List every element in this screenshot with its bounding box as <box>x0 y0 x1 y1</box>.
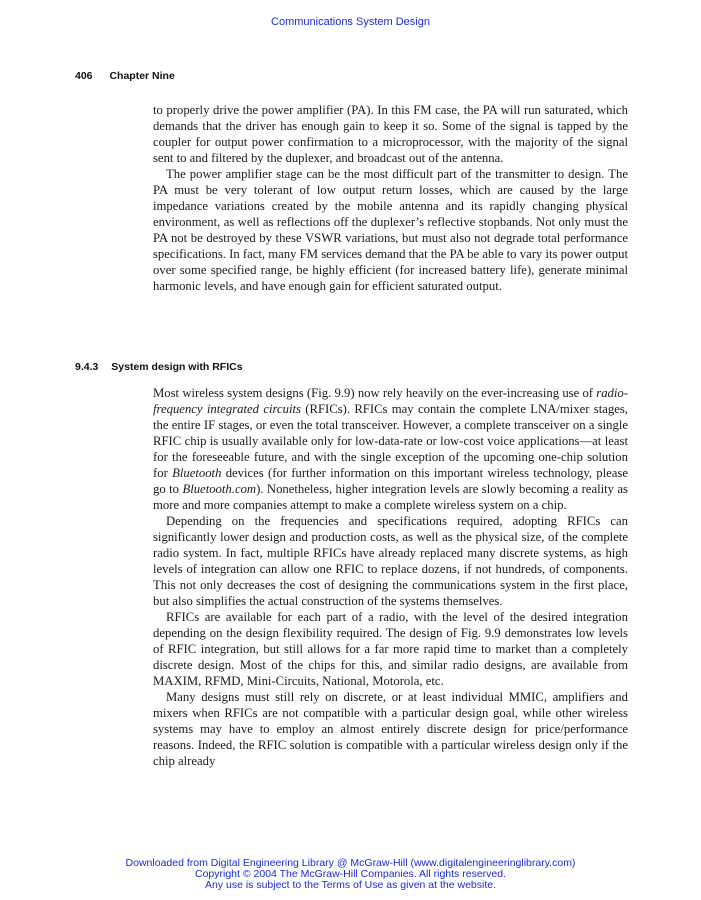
chapter-title: Chapter Nine <box>109 70 175 82</box>
paragraph: to properly drive the power amplifier (PA). In this FM case, the PA will run saturated, which demands that the driver has enough gain to keep it so. Some of the signal is tapped by the coupler for output power confirmation to a microprocessor, with the majority of the signal sent to and filtered by the duplexer, and broadcast out of the antenna. <box>153 103 628 165</box>
running-head <box>75 70 175 82</box>
section-heading <box>75 361 243 373</box>
footer-terms-link[interactable]: Any use is subject to the Terms of Use as given at the website. <box>204 879 497 891</box>
italic-link: Bluetooth.com <box>182 482 257 496</box>
paragraph: Depending on the frequencies and specifications required, adopting RFICs can significantly lower design and production costs, as well as the physical size, of the complete radio system. In fact, multiple RFICs have already replaced many discrete systems, as high levels of integration can allow one RFIC to replace dozens, if not hundreds, of components. This not only decreases the cost of designing the communications system in the first place, but also simplifies the actual construction of the systems themselves. <box>153 514 628 608</box>
text-run: Most wireless system designs (Fig. 9.9) now rely heavily on the ever-increasing use of <box>153 386 597 400</box>
body-text-block-bottom <box>153 385 628 769</box>
footer-copyright[interactable]: Copyright © 2004 The McGraw-Hill Companies. All rights reserved. <box>195 868 506 880</box>
italic-term: Bluetooth <box>172 466 222 480</box>
text-run: ). Nonetheless, higher integration levels are slowly becoming a reality as more and more companies attempt to make a complete wireless system on a chip. <box>153 482 628 512</box>
section-title: System design with RFICs <box>111 361 243 373</box>
body-text-block-top <box>153 102 628 294</box>
footer <box>0 858 701 891</box>
text-run: devices (for further information on this important wireless technology, please go to <box>153 466 628 496</box>
page-number: 406 <box>75 70 93 82</box>
paragraph: RFICs are available for each part of a radio, with the level of the desired integration depending on the design flexibility required. The design of Fig. 9.9 demonstrates low levels of RFIC integration, but still allows for a far more rapid time to market than a completely discrete design. Most of the chips for this, and similar radio designs, are available from MAXIM, RFMD, Mini-Circuits, National, Motorola, etc. <box>153 610 628 688</box>
paragraph: The power amplifier stage can be the most difficult part of the transmitter to design. The PA must be very tolerant of low output return losses, which are caused by the large impedance variations created by the mobile antenna and its rapidly changing physical environment, as well as reflections off the duplexer’s reflective stopbands. Not only must the PA not be destroyed by these VSWR variations, but must also not degrade total performance specifications. In fact, many FM services demand that the PA be able to vary its power output over some specified range, be highly efficient (for increased battery life), generate minimal harmonic levels, and have enough gain for efficient saturated output. <box>153 167 628 293</box>
section-number: 9.4.3 <box>75 361 99 373</box>
paragraph: Many designs must still rely on discrete, or at least individual MMIC, amplifiers and mixers when RFICs are not compatible with a particular design goal, while other wireless systems may have to employ an almost entirely discrete design for price/performance reasons. Indeed, the RFIC solution is compatible with a particular wireless design only if the chip already <box>153 690 628 768</box>
italic-term: radio-frequency integrated circuits <box>153 386 628 416</box>
footer-download-link[interactable]: Downloaded from Digital Engineering Library @ McGraw-Hill (www.digitalengineeringlibrary.com) <box>125 857 576 869</box>
paragraph <box>153 385 628 513</box>
text-run: (RFICs). RFICs may contain the complete LNA/mixer stages, the entire IF stages, or even the total transceiver. However, a complete transceiver on a single RFIC chip is usually available only for low-data-rate or low-cost voice applications—at least for the foreseeable future, and with the single exception of the upcoming one-chip solution for <box>153 402 628 480</box>
top-link[interactable]: Communications System Design <box>271 16 430 28</box>
